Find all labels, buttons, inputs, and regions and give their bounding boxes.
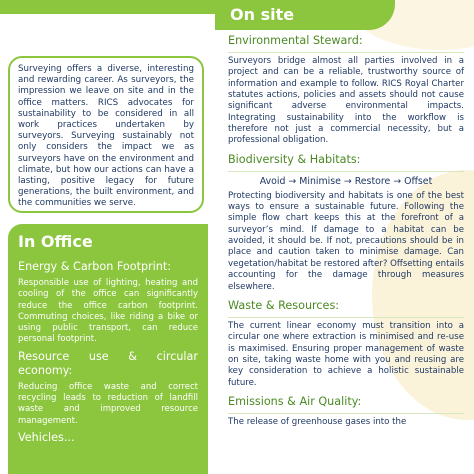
intro-text: Surveying offers a diverse, interesting and rewarding career. As surveyors, the impression we leave on site and in the office matters. RICS advocates for sustainability to be considered in all work practices undertaken by surveyors. Surveying sustainably not only considers the impact we as surveyors have on the environment and climate, but how our actions can have a lasting, positive legacy for future generations, the built environment, and the communities we serve. [18, 64, 194, 209]
mitigation-flow: Avoid → Minimise → Restore → Offset [259, 175, 433, 187]
environmental-steward-heading: Environmental Steward: [228, 34, 363, 47]
environmental-steward-text: Surveyors bridge almost all parties involved in a project and can be a reliable, trustworthy source of information and example to follow. RICS Royal Charter statutes actions, policies and assets should not cause significant adverse environmental impacts. Integrating sustainability into the workflow is therefore not just a commercial necessity, but a professional obligation. [228, 56, 464, 146]
on-site-column [228, 32, 464, 428]
intro-card [8, 56, 204, 213]
on-site-title: On site [230, 5, 295, 24]
biodiversity-text: Protecting biodiversity and habitats is one of the best ways to ensure a sustainable future. Following the simple flow chart keeps this at the forefront of a surveyor’s mind. If damage to a habitat can be avoided, it should be. If not, precautions should be in place and caution taken to minimise damage. Can vegetation/habitat be restored after? Offsetting entails accounting for the damage through measures elsewhere. [228, 190, 464, 292]
in-office-title: In Office [18, 232, 93, 251]
energy-heading: Energy & Carbon Footprint: [18, 260, 172, 273]
vehicles-heading: Vehicles... [18, 430, 75, 444]
top-left-banner [0, 0, 250, 14]
divider [228, 52, 464, 53]
emissions-text: The release of greenhouse gases into the [228, 416, 407, 427]
resource-heading: Resource use & circular economy: [18, 349, 198, 377]
resource-text: Reducing office waste and correct recycling leads to reduction of landfill waste and improved resource management. [18, 381, 198, 426]
in-office-panel [8, 224, 208, 474]
biodiversity-heading: Biodiversity & Habitats: [228, 152, 361, 166]
divider [228, 171, 464, 172]
waste-heading: Waste & Resources: [228, 298, 340, 312]
waste-text: The current linear economy must transition into a circular one where extraction is minimised and re-use is maximised. Ensuring proper management of waste on site, taking waste home with you and reusing are key consideration to achieve a holistic sustainable future. [228, 320, 464, 388]
emissions-heading: Emissions & Air Quality: [228, 394, 362, 408]
energy-text: Responsible use of lighting, heating and cooling of the office can significantly reduce the office carbon footprint. Commuting choices, like riding a bike or using public transport, can reduce personal footprint. [18, 278, 198, 345]
divider [228, 317, 464, 318]
divider [228, 413, 464, 414]
